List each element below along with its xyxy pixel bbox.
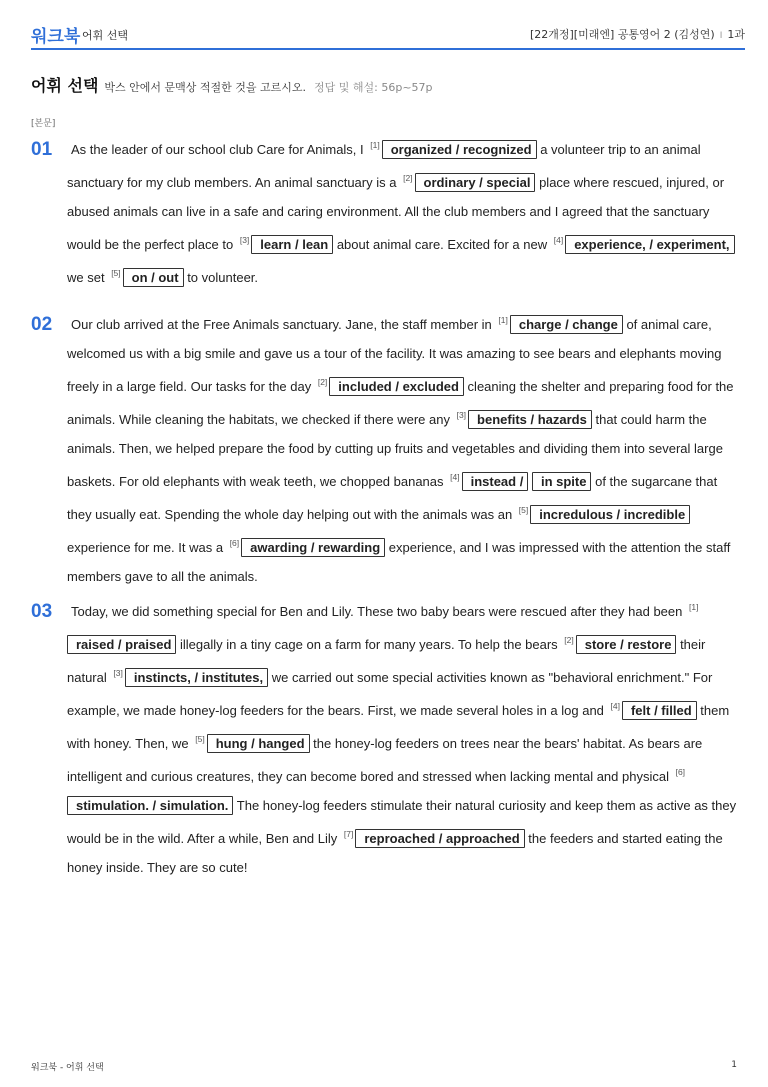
choice-box[interactable]: in spite: [532, 472, 592, 491]
choice-box[interactable]: learn / lean: [251, 235, 333, 254]
choice-box[interactable]: incredulous / incredible: [530, 505, 690, 524]
blank-marker: [2]: [564, 635, 574, 645]
blank-marker: [3]: [239, 235, 250, 245]
book-info: [530, 26, 745, 42]
blank-marker: [4]: [610, 701, 620, 711]
lesson-label: 1과: [727, 28, 745, 41]
answer-reference: 정답 및 해설: 56p~57p: [314, 81, 433, 94]
passage-text-run: a volunteer trip to an animal sanctuary for my club members. An animal sanctuary is a: [67, 142, 701, 190]
choice-box[interactable]: organized / recognized: [382, 140, 537, 159]
title-row: [31, 73, 433, 96]
passage-text: [67, 593, 739, 882]
choice-box[interactable]: benefits / hazards: [468, 410, 592, 429]
book-name: [22개정][미래엔] 공통영어 2 (김성연): [529, 28, 715, 41]
blank-marker: [5]: [111, 268, 121, 278]
choice-box[interactable]: experience, / experiment,: [565, 235, 734, 254]
blank-marker: [2]: [403, 173, 413, 183]
passage-text-run: of the sugarcane that they usually eat. Spending the whole day helping out with the animals was an: [67, 474, 718, 522]
blank-marker: [7]: [343, 829, 354, 839]
blank-marker: [5]: [518, 505, 529, 515]
passage-text-run: experience, and I was impressed with the attention the staff members gave to all the animals.: [67, 540, 731, 584]
blank-marker: [1]: [688, 602, 699, 612]
blank-marker: [4]: [450, 472, 460, 482]
page-header: [31, 20, 745, 50]
blank-marker: [1]: [498, 315, 508, 325]
passage-text-run: that could harm the animals. Then, we helped prepare the food by cutting up fruits and vegetables and dividing them into several large baskets. For old elephants with weak teeth, we chopped bananas: [67, 412, 723, 489]
blank-marker: [2]: [317, 377, 328, 387]
blank-marker: [3]: [113, 668, 123, 678]
page-title: 어휘 선택: [31, 76, 99, 95]
passage-text-run: the honey-log feeders on trees near the bears' habitat. As bears are intelligent and curious creatures, they can become bored and stressed when lacking mental and physical: [67, 736, 703, 784]
blank-marker: [6]: [675, 767, 686, 777]
brand-subtitle: 어휘 선택: [82, 29, 129, 42]
choice-box[interactable]: reproached / approached: [355, 829, 524, 848]
passage-text-run: about animal care. Excited for a new: [333, 237, 551, 252]
blank-marker: [3]: [456, 410, 467, 420]
passage-text: [67, 306, 739, 591]
instruction: 박스 안에서 문맥상 적절한 것을 고르시오.: [104, 81, 307, 94]
passage-text-run: experience for me. It was a: [67, 540, 227, 555]
passage-text-run: As the leader of our school club Care for Animals, I: [71, 142, 368, 157]
passage-text-run: Our club arrived at the Free Animals sanctuary. Jane, the staff member in: [71, 317, 496, 332]
passage-text-run: of animal care, welcomed us with a big smile and gave us a tour of the facility. It was amazing to see bears and elephants moving freely in a large field. Our tasks for the day: [67, 317, 722, 394]
choice-box[interactable]: hung / hanged: [207, 734, 310, 753]
header-separator: I: [719, 31, 723, 41]
footer-label: 워크북 - 어휘 선택: [31, 1063, 104, 1073]
choice-box[interactable]: on / out: [123, 268, 184, 287]
passage-text-run: Today, we did something special for Ben and Lily. These two baby bears were rescued after they had been: [71, 604, 686, 619]
choice-box[interactable]: stimulation. / simulation.: [67, 796, 233, 815]
blank-marker: [5]: [195, 734, 205, 744]
blank-marker: [1]: [370, 140, 380, 150]
choice-box[interactable]: raised / praised: [67, 635, 176, 654]
passage-text-run: to volunteer.: [183, 270, 259, 285]
choice-box[interactable]: awarding / rewarding: [241, 538, 385, 557]
passage-text-run: The honey-log feeders stimulate their natural curiosity and keep them as active as they would be in the wild. After a while, Ben and Lily: [67, 798, 737, 846]
passage-number: 03: [31, 601, 53, 622]
brand-title: 워크북: [31, 27, 81, 47]
passage-text: [67, 131, 739, 292]
choice-box[interactable]: instead /: [462, 472, 529, 491]
passage-text-run: the feeders and started eating the honey inside. They are so cute!: [67, 831, 723, 875]
passage-text-run: their natural: [67, 637, 706, 685]
passage-number: 01: [31, 139, 53, 160]
blank-marker: [6]: [229, 538, 240, 548]
passage-text-run: illegally in a tiny cage on a farm for many years. To help the bears: [176, 637, 562, 652]
passage-text-run: them with honey. Then, we: [67, 703, 730, 751]
choice-box[interactable]: store / restore: [576, 635, 677, 654]
passage-text-run: cleaning the shelter and preparing food for the animals. While cleaning the habitats, we checked if there were any: [67, 379, 734, 427]
passage-text-run: we carried out some special activities known as "behavioral enrichment." For example, we made honey-log feeders for the bears. First, we made several holes in a log and: [67, 670, 713, 718]
passage-number: 02: [31, 314, 53, 335]
choice-box[interactable]: instincts, / institutes,: [125, 668, 268, 687]
choice-box[interactable]: felt / filled: [622, 701, 697, 720]
choice-box[interactable]: charge / change: [510, 315, 623, 334]
passage-text-run: we set: [67, 270, 109, 285]
section-label: [본문]: [31, 119, 56, 129]
blank-marker: [4]: [553, 235, 564, 245]
page-number: 1: [731, 1060, 737, 1070]
choice-box[interactable]: included / excluded: [329, 377, 464, 396]
passage-text-run: place where rescued, injured, or abused animals can live in a safe and caring environment. All the club members and I agreed that the sanctuary would be the perfect place to: [67, 175, 725, 252]
choice-box[interactable]: ordinary / special: [415, 173, 536, 192]
